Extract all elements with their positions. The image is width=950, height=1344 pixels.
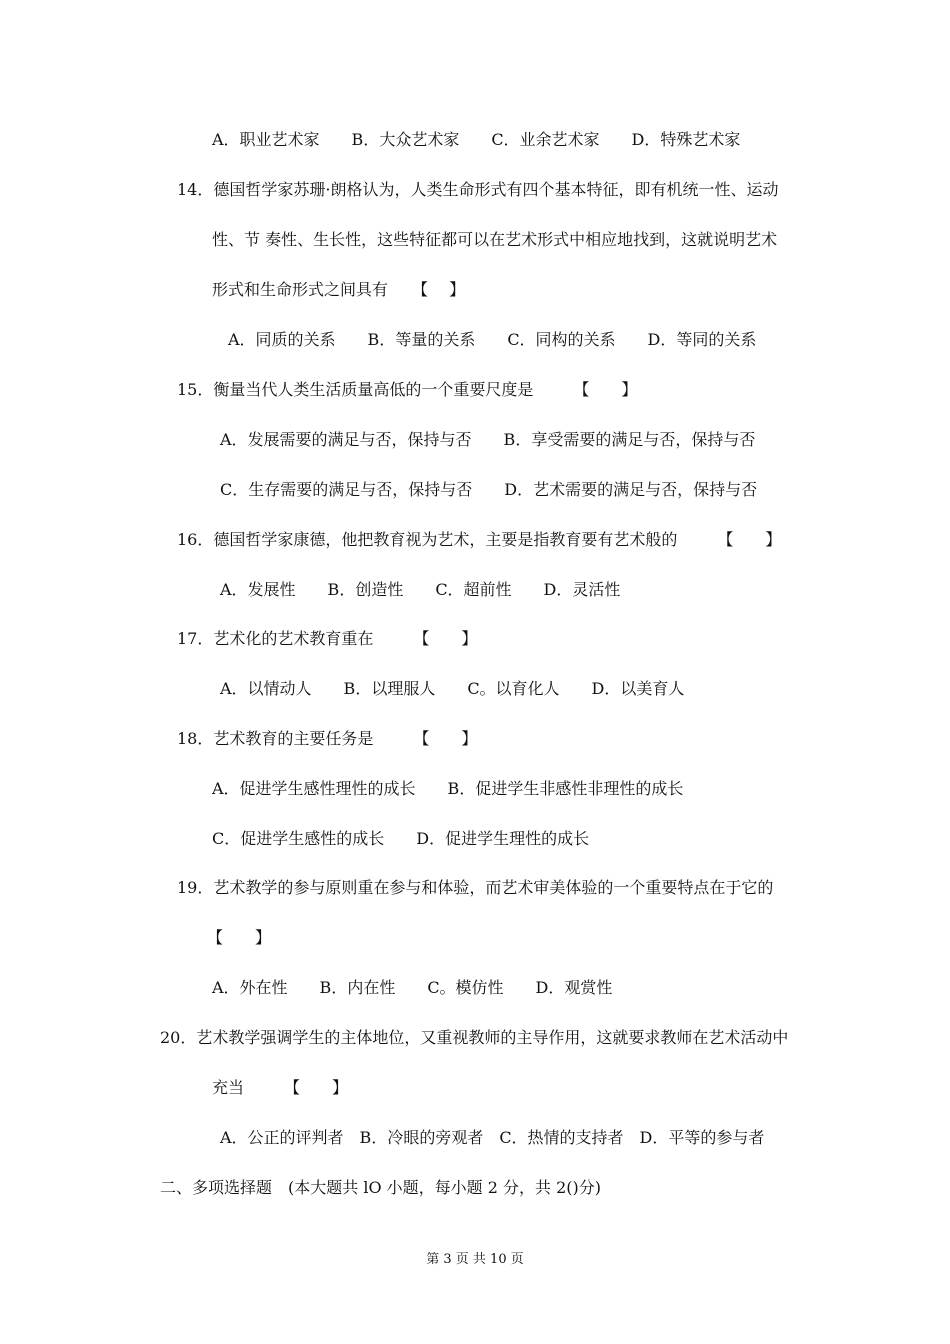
q14-options: A．同质的关系 B．等量的关系 C．同构的关系 D．等同的关系: [228, 330, 757, 349]
q13-options: A．职业艺术家 B．大众艺术家 C．业余艺术家 D．特殊艺术家: [212, 130, 741, 149]
q19-stem: 19．艺术教学的参与原则重在参与和体验，而艺术审美体验的一个重要特点在于它的: [177, 878, 774, 897]
q18-stem: 18．艺术教育的主要任务是 【 】: [177, 729, 478, 748]
q19-bracket: 【 】: [207, 928, 272, 947]
page-footer: 第 3 页 共 10 页: [426, 1252, 524, 1267]
q20-options: A．公正的评判者 B．冷眼的旁观者 C．热情的支持者 D．平等的参与者: [220, 1128, 765, 1147]
q14-stem-line1: 14．德国哲学家苏珊·朗格认为，人类生命形式有四个基本特征，即有机统一性、运动: [177, 180, 779, 199]
q15-options-cd: C．生存需要的满足与否，保持与否 D．艺术需要的满足与否，保持与否: [220, 480, 758, 499]
q15-options-ab: A．发展需要的满足与否，保持与否 B．享受需要的满足与否，保持与否: [220, 430, 756, 449]
q17-stem: 17．艺术化的艺术教育重在 【 】: [177, 629, 478, 648]
q16-options: A．发展性 B．创造性 C．超前性 D．灵活性: [220, 580, 621, 599]
q17-options: A．以情动人 B．以理服人 C。以育化人 D．以美育人: [220, 679, 685, 698]
q14-stem-line2: 性、节 奏性、生长性，这些特征都可以在艺术形式中相应地找到，这就说明艺术: [212, 230, 778, 249]
q15-stem: 15．衡量当代人类生活质量高低的一个重要尺度是 【 】: [177, 380, 638, 399]
q18-options-ab: A．促进学生感性理性的成长 B．促进学生非感性非理性的成长: [212, 779, 684, 798]
q14-stem-line3: 形式和生命形式之间具有 【 】: [212, 280, 466, 299]
q16-stem: 16．德国哲学家康德，他把教育视为艺术，主要是指教育要有艺术般的 【 】: [177, 530, 782, 549]
q20-stem-line2: 充当 【 】: [212, 1078, 349, 1097]
section-two-heading: 二、多项选择题 (本大题共 lO 小题，每小题 2 分，共 2()分): [160, 1178, 601, 1197]
q18-options-cd: C．促进学生感性的成长 D．促进学生理性的成长: [212, 829, 590, 848]
q20-stem-line1: 20．艺术教学强调学生的主体地位，又重视教师的主导作用，这就要求教师在艺术活动中: [160, 1028, 789, 1047]
q19-options: A．外在性 B．内在性 C。模仿性 D．观赏性: [212, 978, 613, 997]
